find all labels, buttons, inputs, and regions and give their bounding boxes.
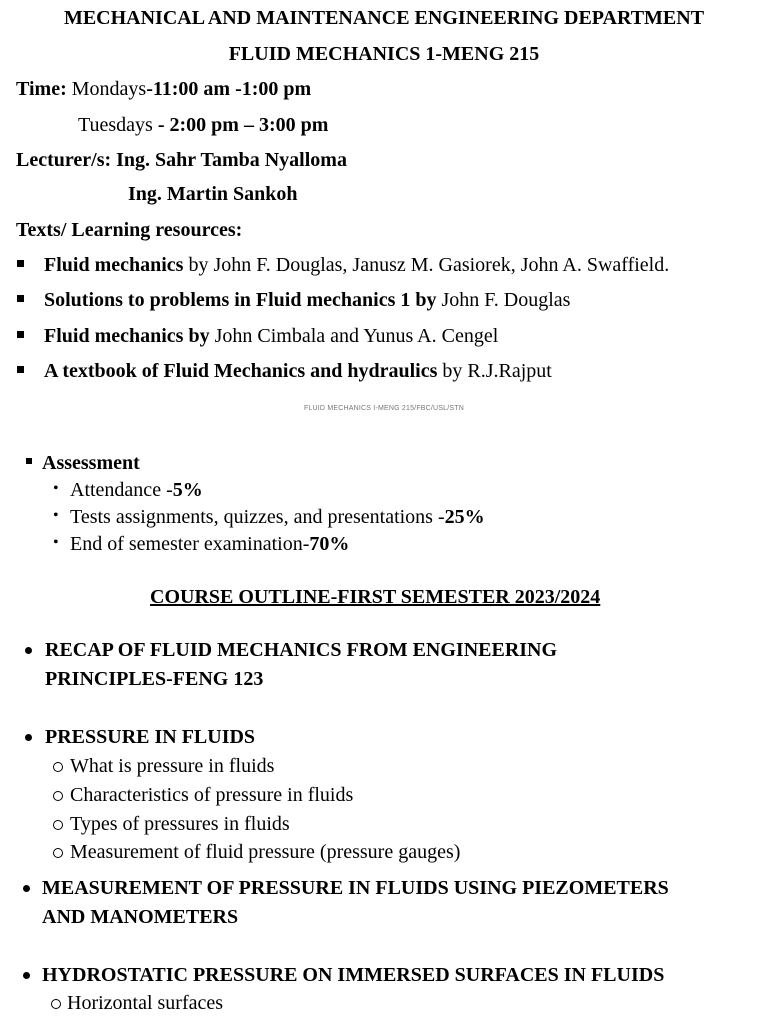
- assessment-heading: Assessment: [42, 452, 140, 474]
- text-item-title: A textbook of Fluid Mechanics and hydraulics: [44, 360, 438, 382]
- outline-topic: PRESSURE IN FLUIDS: [45, 726, 256, 748]
- time-monday: [16, 77, 311, 101]
- outline-topic: MEASUREMENT OF PRESSURE IN FLUIDS USING PIEZOMETERS: [42, 877, 669, 899]
- bullet-icon: [23, 972, 30, 979]
- square-bullet-icon: [17, 366, 24, 373]
- text-item: [44, 359, 552, 383]
- texts-heading: Texts/ Learning resources:: [16, 219, 243, 241]
- circle-bullet-icon: [53, 820, 63, 830]
- assessment-item-label: Attendance -: [70, 479, 173, 501]
- assessment-item-value: 70%: [309, 533, 350, 555]
- monday-time: -11:00 am -1:00 pm: [146, 78, 312, 100]
- assessment-item-label: Tests assignments, quizzes, and presentations -: [70, 506, 445, 528]
- assessment-item-label: End of semester examination-: [70, 533, 310, 555]
- circle-bullet-icon: [51, 999, 61, 1009]
- assessment-item: [70, 532, 349, 556]
- lecturer-first: Lecturer/s: Ing. Sahr Tamba Nyalloma: [16, 149, 347, 171]
- time-label: Time:: [16, 78, 67, 100]
- text-item: [44, 324, 498, 348]
- bullet-icon: [23, 885, 30, 892]
- outline-subtopic: What is pressure in fluids: [70, 755, 275, 777]
- course-title: FLUID MECHANICS 1-MENG 215: [228, 43, 540, 65]
- text-item-title: Fluid mechanics by: [44, 325, 210, 347]
- assessment-item-value: 25%: [444, 506, 485, 528]
- circle-bullet-icon: [53, 791, 63, 801]
- bullet-icon: [25, 647, 32, 654]
- outline-subtopic: Measurement of fluid pressure (pressure gauges): [70, 841, 461, 863]
- text-item-author: John F. Douglas: [436, 289, 571, 311]
- square-bullet-icon: [17, 331, 24, 338]
- text-item-title: Fluid mechanics: [44, 254, 184, 276]
- square-bullet-icon: [26, 458, 32, 464]
- assessment-item: [70, 478, 203, 502]
- text-item-author: John Cimbala and Yunus A. Cengel: [209, 325, 499, 347]
- outline-topic: HYDROSTATIC PRESSURE ON IMMERSED SURFACES IN FLUIDS: [42, 964, 665, 986]
- outline-topic-continued: PRINCIPLES-FENG 123: [45, 668, 264, 690]
- text-item-author: by John F. Douglas, Janusz M. Gasiorek, John A. Swaffield.: [183, 254, 670, 276]
- time-tuesday: [78, 113, 328, 137]
- outline-topic-continued: AND MANOMETERS: [42, 906, 239, 928]
- circle-bullet-icon: [53, 848, 63, 858]
- text-item-title: Solutions to problems in Fluid mechanics 1 by: [44, 289, 437, 311]
- tuesday-time: - 2:00 pm – 3:00 pm: [152, 114, 329, 136]
- square-bullet-icon: [17, 295, 24, 302]
- outline-subtopic: Characteristics of pressure in fluids: [70, 784, 354, 806]
- bullet-icon: [25, 734, 32, 741]
- monday-label: Mondays: [71, 78, 147, 100]
- outline-heading-text: COURSE OUTLINE-FIRST SEMESTER 2023/2024: [150, 586, 601, 608]
- lecturer-second: Ing. Martin Sankoh: [128, 183, 298, 205]
- assessment-item-value: 5%: [172, 479, 203, 501]
- square-bullet-icon: [17, 260, 24, 267]
- department-title: MECHANICAL AND MAINTENANCE ENGINEERING DEPARTMENT: [63, 7, 705, 29]
- outline-topic: RECAP OF FLUID MECHANICS FROM ENGINEERING: [45, 639, 558, 661]
- text-item-author: by R.J.Rajput: [437, 360, 552, 382]
- outline-heading: [150, 585, 600, 609]
- text-item: [44, 253, 669, 277]
- bullet-icon: •: [53, 534, 59, 551]
- bullet-icon: •: [53, 480, 59, 497]
- outline-subtopic: Horizontal surfaces: [67, 992, 224, 1014]
- assessment-item: [70, 505, 485, 529]
- text-item: [44, 288, 570, 312]
- circle-bullet-icon: [53, 762, 63, 772]
- tuesday-label: Tuesdays: [78, 114, 153, 136]
- bullet-icon: •: [53, 507, 59, 524]
- outline-subtopic: Types of pressures in fluids: [70, 813, 290, 835]
- page-footer: FLUID MECHANICS I-MENG 215/FBC/USL/STN: [303, 405, 465, 412]
